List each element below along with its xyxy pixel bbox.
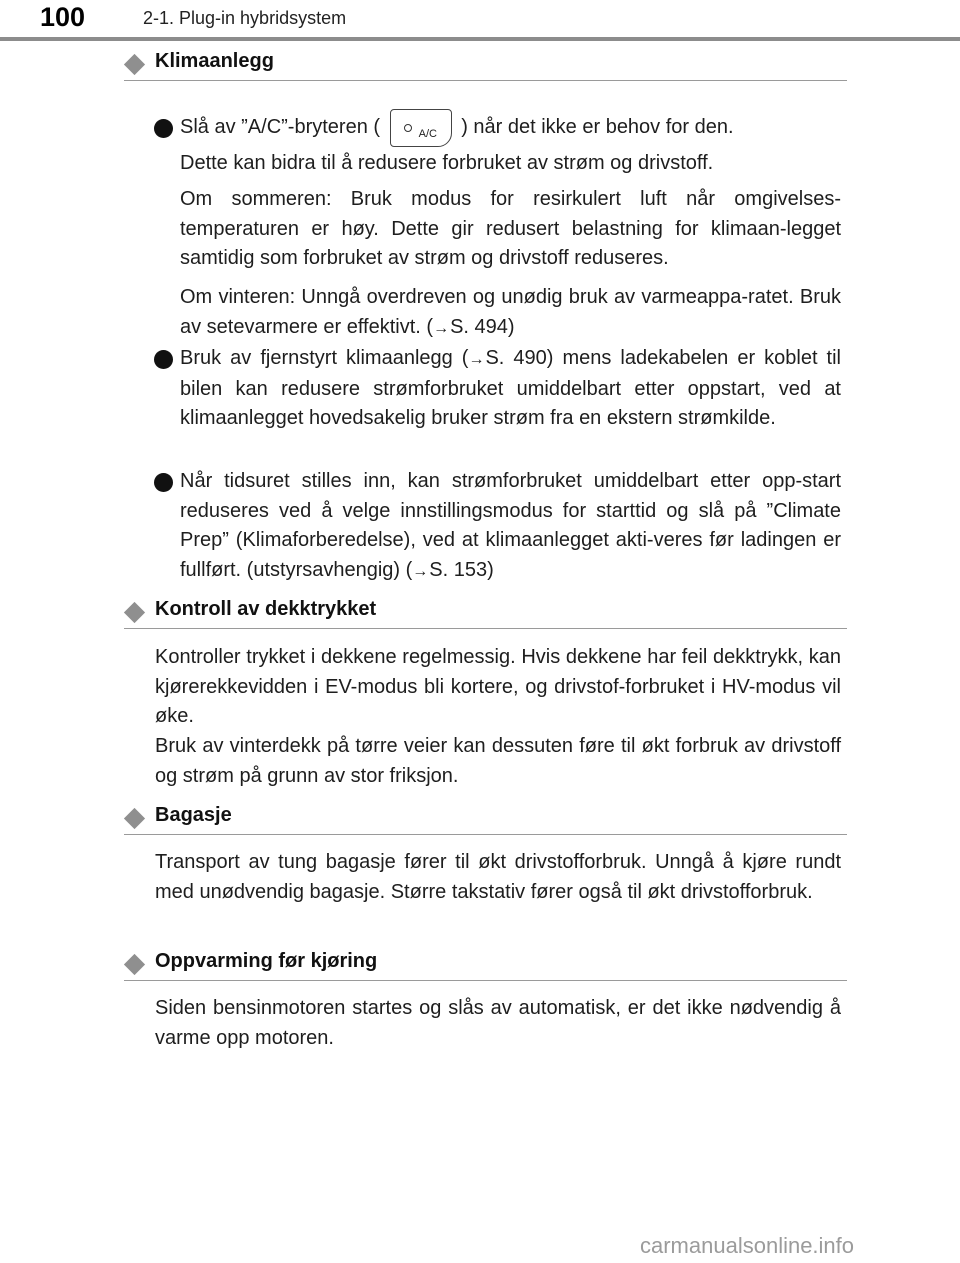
- paragraph: Siden bensinmotoren startes og slås av automatisk, er det ikke nødvendig å varme opp motoren.: [155, 997, 841, 1049]
- arrow-right-icon: →: [412, 562, 429, 580]
- arrow-right-icon: →: [433, 319, 450, 337]
- section-heading-luggage: [124, 804, 847, 835]
- section-title: Oppvarming før kjøring: [155, 950, 378, 972]
- page-reference[interactable]: S. 494): [450, 315, 515, 338]
- paragraph-summer: Om sommeren: Bruk modus for resirkulert luft når omgivelses-temperaturen er høy. Dette gir redusert belastning for klimaan-legget samtidig som forbruket av strøm og drivstoff reduseres.: [180, 188, 841, 269]
- arrow-right-icon: →: [468, 351, 485, 368]
- bullet-dot-icon: [154, 350, 173, 369]
- page-number: 100: [40, 2, 86, 32]
- bullet-text-ac-switch: Slå av ”A/C”-bryteren ( A/C ) når det ikke er behov for den.: [180, 113, 841, 143]
- section-title: Kontroll av dekktrykket: [155, 598, 377, 620]
- bullet-dot-icon: [154, 119, 173, 138]
- paragraph: Kontroller trykket i dekkene regelmessig. Hvis dekkene har feil dekktrykk, kan kjørerekkevidden i EV-modus bli kortere, og drivstof-forbruket i HV-modus vil øke.: [155, 646, 841, 727]
- header-rule: [0, 37, 960, 41]
- bullet-text-timer: Når tidsuret stilles inn, kan strømforbruket umiddelbart etter opp-start reduseres ved å velge innstillingsmodus for starttid og slå på ”Climate Prep” (Klimaforberedelse), ved at klimaanlegget akti-veres før ladingen er fullført. (utstyrsavhengig) (→S. 153): [180, 467, 841, 586]
- section-heading-climate: [124, 50, 847, 81]
- section-heading-tires: [124, 598, 847, 629]
- section-heading-warmup: [124, 950, 847, 981]
- ac-button-label: A/C: [418, 127, 437, 140]
- paragraph-winter: Om vinteren: Unngå overdreven og unødig bruk av varmeappa-ratet. Bruk av setevarmere er effektivt. (→S. 494): [180, 283, 841, 343]
- page-reference[interactable]: S. 153): [429, 558, 494, 581]
- diamond-icon: [124, 954, 145, 975]
- page-header: [0, 0, 960, 42]
- diamond-icon: [124, 808, 145, 829]
- bullet-dot-icon: [154, 473, 173, 492]
- paragraph: Dette kan bidra til å redusere forbruket av strøm og drivstoff.: [180, 152, 714, 174]
- paragraph: Bruk av vinterdekk på tørre veier kan dessuten føre til økt forbruk av drivstoff og strøm på grunn av stor friksjon.: [155, 735, 841, 787]
- paragraph: Transport av tung bagasje fører til økt drivstofforbruk. Unngå å kjøre rundt med unødvendig bagasje. Større takstativ fører også til økt drivstofforbruk.: [155, 851, 841, 903]
- section-title: Klimaanlegg: [155, 50, 274, 72]
- section-title: Bagasje: [155, 804, 232, 826]
- chapter-title: 2-1. Plug-in hybridsystem: [143, 8, 347, 28]
- bullet-text-remote-climate: Bruk av fjernstyrt klimaanlegg (→S. 490) mens ladekabelen er koblet til bilen kan redusere strømforbruket umiddelbart etter oppstart, ved at klimaanlegget hovedsakelig bruker strøm fra en ekstern strømkilde.: [180, 347, 841, 429]
- diamond-icon: [124, 54, 145, 75]
- ac-button-icon: [390, 109, 452, 147]
- indicator-light-icon: [404, 124, 412, 132]
- watermark: carmanualsonline.info: [640, 1233, 855, 1258]
- diamond-icon: [124, 602, 145, 623]
- page-reference[interactable]: S. 490): [485, 347, 554, 369]
